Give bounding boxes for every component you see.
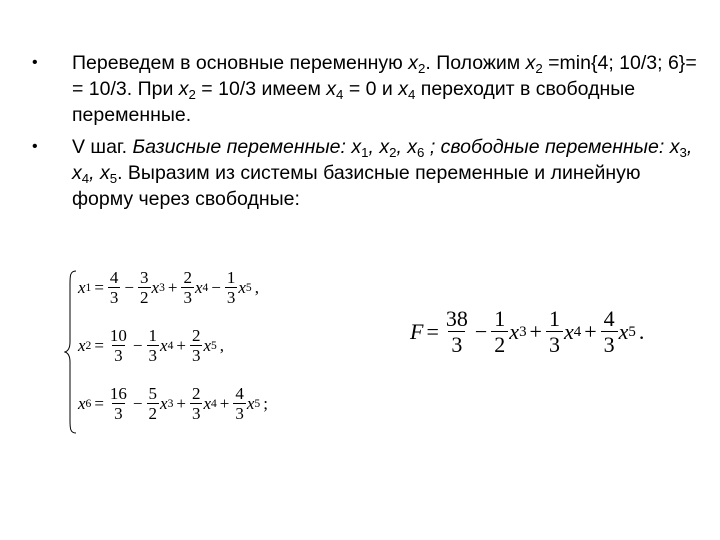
italic-text: x — [525, 52, 536, 74]
numerator: 3 — [140, 268, 149, 287]
text-run: . Выразим из системы базисные переменные и линейную форму через свободные: — [72, 162, 641, 210]
italic-text: x — [326, 78, 337, 100]
fraction — [190, 326, 203, 365]
bullet-text — [72, 50, 700, 128]
operator: . — [638, 318, 645, 344]
bullet-list — [30, 50, 700, 218]
italic-text: x — [398, 78, 408, 100]
italic-text: ; свободные переменные: x — [424, 136, 680, 158]
operator: + — [219, 393, 230, 413]
equation-lhs: x — [78, 335, 86, 355]
operator: + — [584, 318, 597, 344]
denominator: 2 — [148, 404, 158, 423]
fraction — [108, 384, 129, 423]
denominator: 3 — [546, 331, 563, 357]
variable: x — [563, 318, 574, 344]
numerator: 1 — [148, 326, 158, 345]
variable: x — [509, 318, 520, 344]
operator: , — [254, 277, 259, 297]
text-run: переходит в свободные переменные. — [72, 78, 636, 126]
numerator: 4 — [109, 268, 119, 287]
variable: x — [203, 393, 211, 413]
numerator: 1 — [494, 306, 506, 331]
fraction — [108, 326, 129, 365]
italic-text: x — [178, 78, 189, 100]
equation-row: x 1 = $\frac{4}{3}$ − $\frac{3}{2}$ x 3 + $\frac{2}{3}$ x 4 − $\frac{1}{3}$ x 5 , — [78, 268, 262, 307]
denominator: 3 — [601, 331, 618, 357]
text-run: =min{4; 10/3; 6}= = 10/3. При — [72, 52, 697, 100]
operator: − — [211, 277, 221, 297]
fraction — [108, 268, 121, 307]
italic-text: , x — [89, 162, 110, 184]
fraction — [233, 384, 246, 423]
equation-row: x 2 = $\frac{10}{3}$ − $\frac{1}{3}$ x 4 + $\frac{2}{3}$ x 5 , — [78, 326, 227, 365]
fraction — [225, 268, 238, 307]
denominator: 3 — [183, 288, 192, 307]
denominator: 2 — [491, 331, 508, 357]
variable: x — [160, 393, 168, 413]
denominator: 3 — [226, 288, 236, 307]
numerator: 4 — [235, 384, 244, 403]
operator: , — [219, 335, 225, 355]
italic-text: Базисные переменные: x — [132, 136, 362, 158]
numerator: 2 — [183, 268, 192, 287]
denominator: 3 — [114, 346, 123, 365]
numerator: 16 — [109, 384, 127, 403]
numerator: 5 — [148, 384, 158, 403]
operator: − — [132, 393, 143, 413]
denominator: 3 — [191, 346, 201, 365]
italic-text: , x — [396, 136, 418, 158]
bullet-marker: • — [32, 54, 38, 71]
equals-sign: = — [94, 277, 104, 297]
bullet-item-2 — [30, 134, 700, 212]
numerator: 1 — [226, 268, 236, 287]
equals-sign: = — [426, 318, 439, 344]
equals-sign: = — [94, 335, 104, 355]
subscript: 2 — [389, 145, 397, 161]
operator: + — [529, 318, 542, 344]
numerator: 1 — [548, 306, 560, 331]
operator: + — [176, 393, 186, 413]
denominator: 3 — [109, 288, 119, 307]
variable: x — [160, 335, 168, 355]
fraction — [181, 268, 194, 307]
italic-text: x — [408, 52, 418, 74]
fraction — [546, 306, 563, 357]
text-run: = 0 и — [343, 78, 399, 100]
text-run: . Положим — [425, 52, 526, 74]
numerator: 2 — [191, 326, 201, 345]
text-run: Переведем в основные переменную — [72, 52, 409, 74]
subscript: 2 — [535, 61, 543, 77]
bullet-item-1 — [30, 50, 700, 128]
equals-sign: = — [94, 393, 104, 413]
fraction — [147, 326, 160, 365]
fraction — [138, 268, 151, 307]
subscript: 3 — [679, 145, 687, 161]
operator: − — [124, 277, 135, 297]
fraction — [443, 306, 471, 357]
variable: x — [203, 335, 211, 355]
subscript: 4 — [336, 87, 344, 103]
operator: − — [132, 335, 143, 355]
subscript: 5 — [109, 171, 118, 187]
subscript: 2 — [188, 87, 196, 103]
bullet-marker: • — [32, 138, 38, 155]
equation-lhs: x — [78, 277, 86, 297]
denominator: 3 — [148, 346, 158, 365]
subscript: 1 — [361, 145, 369, 161]
operator: ; — [263, 393, 268, 413]
numerator: 2 — [191, 384, 201, 403]
operator: + — [176, 335, 186, 355]
equation-lhs: F — [410, 318, 424, 344]
numerator: 38 — [445, 306, 468, 331]
operator: + — [167, 277, 178, 297]
variable: x — [238, 277, 246, 297]
denominator: 3 — [191, 404, 201, 423]
numerator: 4 — [603, 306, 615, 331]
denominator: 3 — [235, 404, 244, 423]
italic-text: , x — [368, 136, 390, 158]
denominator: 3 — [114, 404, 123, 423]
variable: x — [194, 277, 203, 297]
variable: x — [246, 393, 255, 413]
left-brace — [64, 270, 78, 434]
subscript: 4 — [81, 171, 90, 187]
denominator: 3 — [448, 331, 465, 357]
equation-lhs: x — [78, 393, 86, 413]
fraction — [601, 306, 618, 357]
text-run: V шаг. — [72, 136, 133, 158]
subscript: 4 — [407, 87, 416, 103]
equation-row: x 6 = $\frac{16}{3}$ − $\frac{5}{2}$ x 3 + $\frac{2}{3}$ x 4 + $\frac{4}{3}$ x 5 ; — [78, 384, 271, 423]
bullet-text — [72, 134, 700, 212]
subscript: 6 — [417, 145, 425, 161]
italic-text: , x — [72, 136, 693, 184]
fraction — [147, 384, 160, 423]
fraction — [491, 306, 508, 357]
text-run: = 10/3 имеем — [195, 78, 327, 100]
fraction — [190, 384, 203, 423]
variable: x — [151, 277, 160, 297]
subscript: 2 — [417, 61, 426, 77]
operator: − — [474, 318, 488, 344]
numerator: 10 — [109, 326, 127, 345]
linear-form-equation: F = $\frac{38}{3}$ − $\frac{1}{2}$ x 3 + $\frac{1}{3}$ x 4 + $\frac{4}{3}$ x 5 . — [410, 306, 647, 357]
denominator: 2 — [140, 288, 149, 307]
variable: x — [618, 318, 629, 344]
